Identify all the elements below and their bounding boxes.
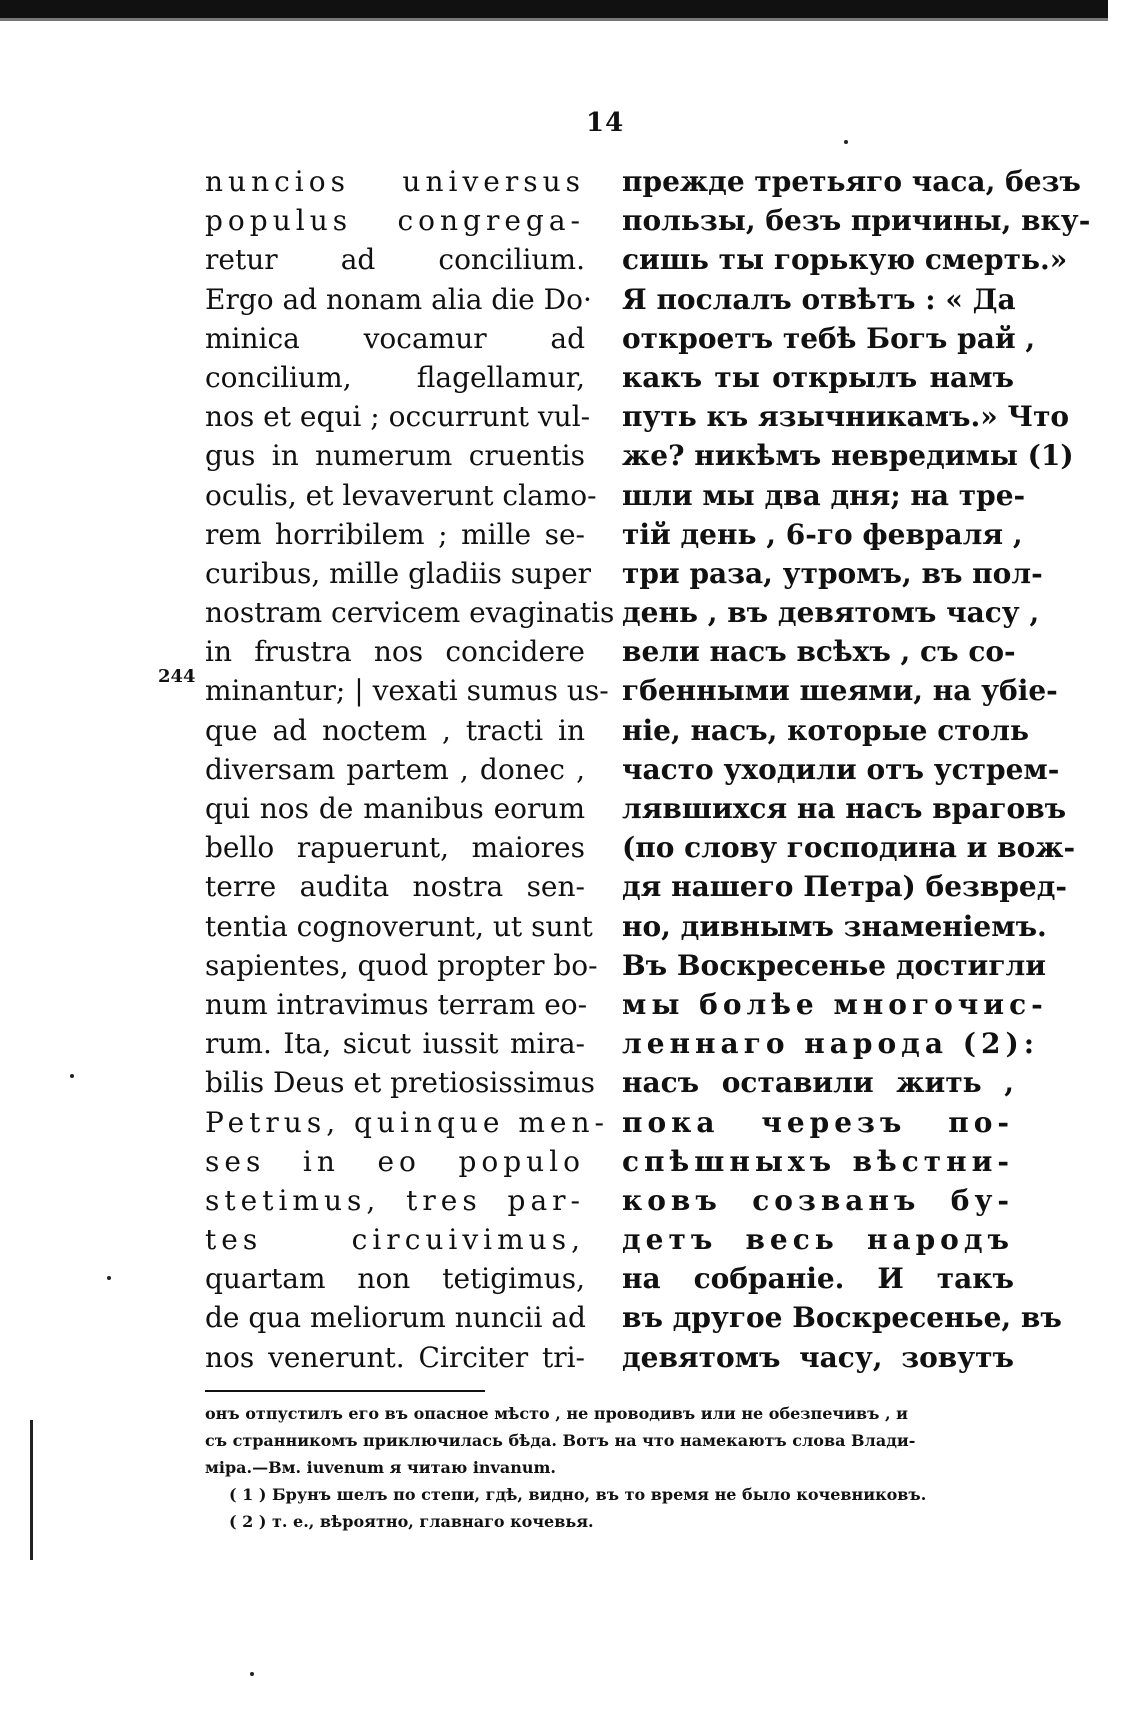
russian-line: путь къ язычникамъ.» Что: [622, 400, 1070, 434]
footnotes: [205, 1400, 1015, 1535]
latin-line: minantur; | vexati sumus us-: [205, 674, 609, 708]
latin-line: stetimus, tres par-: [205, 1183, 585, 1217]
latin-line: ses in eo populo: [205, 1144, 585, 1178]
russian-line: откроетъ тебѣ Богъ рай ,: [622, 321, 1036, 355]
latin-line: qui nos de manibus eorum: [205, 792, 585, 825]
latin-line: de qua meliorum nuncii ad: [205, 1301, 586, 1335]
russian-line: Я послалъ отвѣтъ : « Да: [622, 282, 1016, 316]
russian-line: три раза, утромъ, въ пол-: [622, 556, 1043, 590]
latin-line: quartam non tetigimus,: [205, 1262, 585, 1296]
margin-line-number: 244: [158, 666, 196, 687]
russian-line: ковъ созванъ бу-: [622, 1183, 1014, 1217]
russian-line: девятомъ часу, зовутъ: [622, 1340, 1014, 1374]
russian-line: дя нашего Петра) безвред-: [622, 870, 1068, 904]
russian-line: пользы, безъ причины, вку-: [622, 204, 1091, 238]
scan-speck: [844, 140, 848, 144]
russian-line: вели насъ всѣхъ , съ со-: [622, 635, 1016, 669]
latin-line: que ad noctem , tracti in: [205, 713, 585, 747]
latin-line: bello rapuerunt, maiores: [205, 831, 585, 865]
latin-line: tes circuivimus,: [205, 1223, 585, 1257]
russian-line: пока черезъ по-: [622, 1105, 1014, 1139]
russian-line: часто уходили отъ устрем-: [622, 752, 1060, 786]
latin-line: nos venerunt. Circiter tri-: [205, 1340, 585, 1374]
scan-speck: [250, 1672, 254, 1676]
latin-line: populus congrega-: [205, 204, 585, 238]
latin-line: nos et equi ; occurrunt vul-: [205, 400, 591, 434]
russian-line: на собраніе. И такъ: [622, 1262, 1014, 1296]
russian-line: какъ ты открылъ намъ: [622, 360, 1014, 394]
latin-line: nuncios universus: [205, 165, 585, 198]
russian-line: тій день , 6-го февраля ,: [622, 517, 1023, 551]
latin-line: retur ad concilium.: [205, 243, 585, 277]
russian-line: мы болѣе многочис-: [622, 987, 1048, 1021]
latin-line: Ergo ad nonam alia die Do·: [205, 282, 592, 316]
top-scan-border: [0, 0, 1108, 18]
russian-line: насъ оставили жить ,: [622, 1066, 1014, 1100]
russian-line: спѣшныхъ вѣстни-: [622, 1144, 1014, 1178]
russian-line: Въ Воскресенье достигли: [622, 948, 1046, 982]
russian-line: детъ весь народъ: [622, 1223, 1014, 1257]
footnote-separator: [205, 1390, 485, 1392]
russian-line: шли мы два дня; на тре-: [622, 478, 1026, 512]
latin-text-column: [205, 162, 615, 1377]
latin-line: rum. Ita, sicut iussit mira-: [205, 1027, 585, 1061]
russian-line: но, дивнымъ знаменіемъ.: [622, 909, 1047, 943]
russian-line: въ другое Воскресенье, въ: [622, 1301, 1062, 1335]
russian-line: леннаго народа (2):: [622, 1027, 1040, 1061]
latin-line: gus in numerum cruentis: [205, 439, 585, 473]
page-number: 14: [586, 108, 625, 138]
latin-line: terre audita nostra sen-: [205, 870, 585, 904]
latin-line: nostram cervicem evaginatis: [205, 596, 615, 630]
latin-line: oculis, et levaverunt clamo-: [205, 478, 597, 512]
latin-line: diversam partem , donec ,: [205, 752, 585, 786]
latin-line: num intravimus terram eo-: [205, 987, 588, 1021]
scan-speck: [70, 1074, 74, 1078]
russian-line: гбенными шеями, на убіе-: [622, 674, 1058, 708]
russian-line: прежде третьяго часа, безъ: [622, 165, 1081, 198]
footnote-1: ( 1 ) Брунъ шелъ по степи, гдѣ, видно, въ то время не было кочевниковъ.: [229, 1485, 927, 1504]
russian-line: сишь ты горькую смерть.»: [622, 243, 1068, 277]
latin-line: tentia cognoverunt, ut sunt: [205, 909, 593, 943]
russian-line: же? никѣмъ невредимы (1): [622, 439, 1074, 473]
top-scan-border-shadow: [0, 18, 1108, 21]
latin-line: bilis Deus et pretiosissimus: [205, 1066, 596, 1100]
russian-line: день , въ девятомъ часу ,: [622, 596, 1040, 630]
latin-line: minica vocamur ad: [205, 321, 585, 355]
footnote-line: съ странникомъ приключилась бѣда. Вотъ на что намекаютъ слова Влади-: [205, 1431, 916, 1450]
russian-text-column: [622, 162, 1091, 1377]
latin-line: concilium, flagellamur,: [205, 360, 585, 394]
latin-line: rem horribilem ; mille se-: [205, 517, 585, 551]
footnote-2: ( 2 ) т. е., вѣроятно, главнаго кочевья.: [229, 1512, 594, 1531]
latin-line: in frustra nos concidere: [205, 635, 585, 669]
scan-speck: [107, 1276, 111, 1280]
russian-line: ніе, насъ, которые столь: [622, 713, 1030, 747]
footnote-line: онъ отпустилъ его въ опасное мѣсто , не проводивъ или не обезпечивъ , и: [205, 1404, 908, 1423]
footnote-line: міра.—Вм. iuvenum я читаю invanum.: [205, 1458, 556, 1477]
russian-line: лявшихся на насъ враговъ: [622, 792, 1067, 825]
russian-line: (по слову господина и вож-: [622, 831, 1076, 865]
left-scan-edge: [30, 1420, 33, 1560]
latin-line: sapientes, quod propter bo-: [205, 948, 598, 982]
latin-line: Petrus, quinque men-: [205, 1105, 609, 1139]
latin-line: curibus, mille gladiis super: [205, 556, 592, 590]
